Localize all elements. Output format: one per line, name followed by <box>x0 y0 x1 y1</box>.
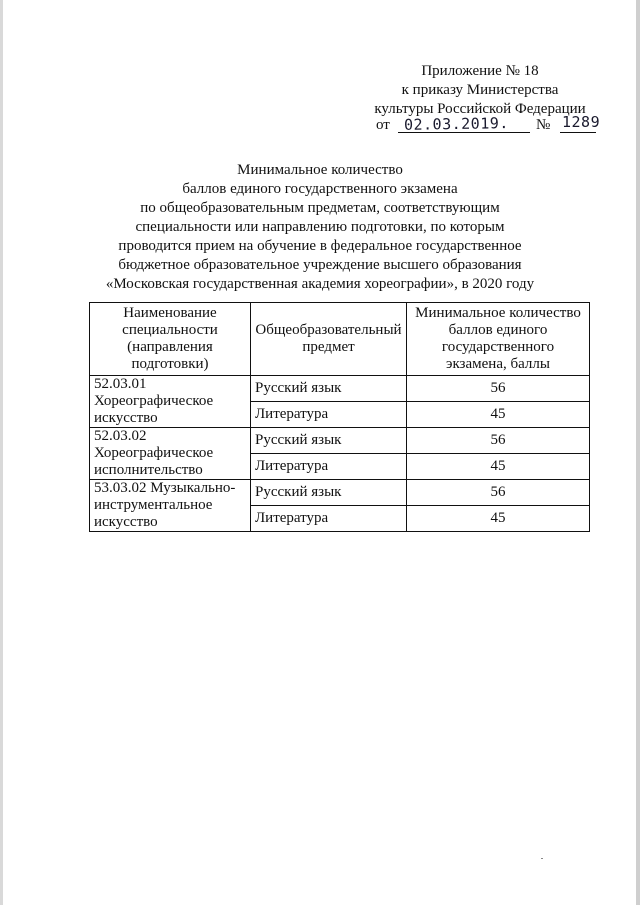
specialty-cell: 52.03.01 Хореографическое искусство <box>90 376 251 428</box>
score-cell: 56 <box>407 428 590 454</box>
table-header-row <box>90 303 590 376</box>
heading-line: по общеобразовательным предметам, соответствующим <box>140 200 500 216</box>
appendix-order-ref: к приказу Министерства <box>401 82 559 98</box>
order-line <box>376 113 606 138</box>
subject-cell: Литература <box>251 454 407 480</box>
header-min-score: Минимальное количество баллов единого государственного экзамена, баллы <box>407 303 590 376</box>
order-number-handwritten: 1289 <box>562 113 601 131</box>
score-cell: 45 <box>407 402 590 428</box>
heading-line: проводится прием на обучение в федеральное государственное <box>118 238 522 254</box>
appendix-ministry: культуры Российской Федерации <box>374 101 586 117</box>
table-row <box>90 376 590 402</box>
table-row <box>90 480 590 506</box>
header-subject: Общеобразовательный предмет <box>251 303 407 376</box>
scores-table <box>89 302 590 532</box>
table-row <box>90 428 590 454</box>
appendix-header <box>360 62 600 119</box>
order-from-label: от <box>376 117 390 133</box>
heading-line: Минимальное количество <box>237 162 403 178</box>
page-edge-left <box>0 0 3 905</box>
heading-line: бюджетное образовательное учреждение высшего образования <box>118 257 522 273</box>
specialty-cell: 53.03.02 Музыкально-инструментальное искусство <box>90 480 251 532</box>
header-specialty: Наименование специальности (направления подготовки) <box>90 303 251 376</box>
order-date-handwritten: 02.03.2019. <box>403 114 509 134</box>
heading-line: «Московская государственная академия хореографии», в 2020 году <box>105 276 535 292</box>
document-heading <box>80 161 560 294</box>
subject-cell: Русский язык <box>251 480 407 506</box>
subject-cell: Русский язык <box>251 376 407 402</box>
scan-speck <box>541 858 543 859</box>
score-cell: 56 <box>407 480 590 506</box>
score-cell: 45 <box>407 454 590 480</box>
subject-cell: Литература <box>251 506 407 532</box>
page-edge-right <box>636 0 640 905</box>
subject-cell: Русский язык <box>251 428 407 454</box>
subject-cell: Литература <box>251 402 407 428</box>
order-number-blank <box>560 132 596 133</box>
score-cell: 45 <box>407 506 590 532</box>
heading-line: специальности или направлению подготовки, по которым <box>135 219 505 235</box>
score-cell: 56 <box>407 376 590 402</box>
appendix-number: Приложение № 18 <box>421 63 539 79</box>
heading-line: баллов единого государственного экзамена <box>182 181 458 197</box>
specialty-cell: 52.03.02 Хореографическое исполнительство <box>90 428 251 480</box>
order-number-label: № <box>536 117 551 133</box>
